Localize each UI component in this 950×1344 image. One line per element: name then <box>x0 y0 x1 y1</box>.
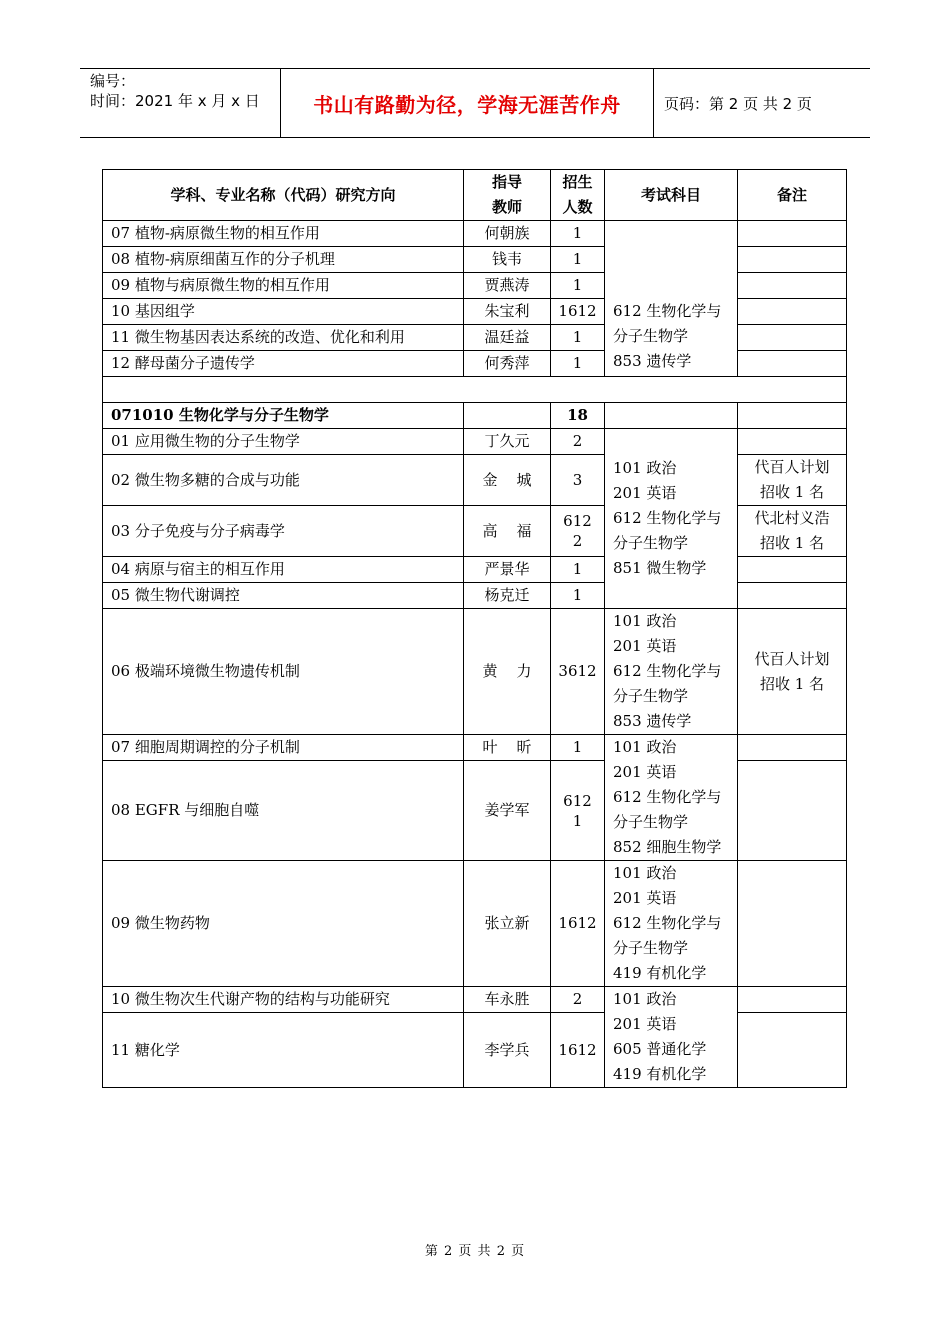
section-row <box>103 403 847 429</box>
table-row <box>103 735 847 761</box>
count-cell: 1 <box>551 247 605 273</box>
direction-cell: 10 基因组学 <box>103 299 464 325</box>
count-cell: 1612 <box>551 861 605 987</box>
count-cell: 2 <box>551 429 605 455</box>
header-meta <box>80 69 281 137</box>
exam-cell: 612 生物化学与 分子生物学 853 遗传学 <box>605 221 738 377</box>
teacher-cell: 何朝族 <box>464 221 551 247</box>
table-row <box>103 221 847 247</box>
count-cell: 1 <box>551 351 605 377</box>
count-cell: 612 2 <box>551 506 605 557</box>
header-teacher: 指导 教师 <box>464 170 551 221</box>
exam-cell: 101 政治 201 英语 605 普通化学 419 有机化学 <box>605 987 738 1088</box>
note-cell <box>738 761 847 861</box>
count-cell: 1612 <box>551 1013 605 1088</box>
direction-cell: 05 微生物代谢调控 <box>103 583 464 609</box>
count-cell: 1 <box>551 221 605 247</box>
direction-cell: 11 糖化学 <box>103 1013 464 1088</box>
note-cell <box>738 247 847 273</box>
code-label: 编号： <box>90 72 136 90</box>
teacher-cell: 叶 昕 <box>464 735 551 761</box>
teacher-cell: 朱宝利 <box>464 299 551 325</box>
table-row <box>103 987 847 1013</box>
direction-cell: 12 酵母菌分子遗传学 <box>103 351 464 377</box>
teacher-cell: 何秀萍 <box>464 351 551 377</box>
teacher-cell: 温廷益 <box>464 325 551 351</box>
note-cell: 代百人计划 招收 1 名 <box>738 455 847 506</box>
note-cell <box>738 583 847 609</box>
direction-cell: 07 细胞周期调控的分子机制 <box>103 735 464 761</box>
direction-cell: 08 植物-病原细菌互作的分子机理 <box>103 247 464 273</box>
table-row <box>103 429 847 455</box>
exam-cell: 101 政治 201 英语 612 生物化学与 分子生物学 419 有机化学 <box>605 861 738 987</box>
note-cell <box>738 325 847 351</box>
teacher-cell: 车永胜 <box>464 987 551 1013</box>
note-cell <box>738 735 847 761</box>
note-cell <box>738 429 847 455</box>
exam-cell: 101 政治 201 英语 612 生物化学与 分子生物学 853 遗传学 <box>605 609 738 735</box>
table-row <box>103 609 847 735</box>
direction-cell: 04 病原与宿主的相互作用 <box>103 557 464 583</box>
spacer-cell <box>103 377 847 403</box>
teacher-cell: 金 城 <box>464 455 551 506</box>
note-cell <box>738 861 847 987</box>
note-cell <box>738 299 847 325</box>
date-label: 时间：2021 年 x 月 x 日 <box>90 92 260 110</box>
teacher-cell: 严景华 <box>464 557 551 583</box>
header-note: 备注 <box>738 170 847 221</box>
count-cell: 1612 <box>551 299 605 325</box>
note-cell <box>738 557 847 583</box>
teacher-cell: 杨克迁 <box>464 583 551 609</box>
table-row <box>103 861 847 987</box>
document-header <box>80 68 870 138</box>
note-cell <box>738 221 847 247</box>
header-exam: 考试科目 <box>605 170 738 221</box>
note-cell <box>738 1013 847 1088</box>
teacher-cell: 高 福 <box>464 506 551 557</box>
count-cell: 612 1 <box>551 761 605 861</box>
note-cell <box>738 403 847 429</box>
teacher-cell: 张立新 <box>464 861 551 987</box>
count-cell: 1 <box>551 325 605 351</box>
section-title: 071010 生物化学与分子生物学 <box>103 403 464 429</box>
teacher-cell <box>464 403 551 429</box>
spacer-row <box>103 377 847 403</box>
page-info: 页码：第 2 页 共 2 页 <box>664 94 812 113</box>
page-footer: 第 2 页 共 2 页 <box>424 1244 526 1259</box>
count-cell: 3 <box>551 455 605 506</box>
count-cell: 2 <box>551 987 605 1013</box>
motto: 书山有路勤为径，学海无涯苦作舟 <box>281 69 654 137</box>
section-count: 18 <box>551 403 605 429</box>
direction-cell: 03 分子免疫与分子病毒学 <box>103 506 464 557</box>
exam-cell: 101 政治 201 英语 612 生物化学与 分子生物学 852 细胞生物学 <box>605 735 738 861</box>
direction-cell: 09 植物与病原微生物的相互作用 <box>103 273 464 299</box>
count-cell: 3612 <box>551 609 605 735</box>
exam-cell <box>605 403 738 429</box>
count-cell: 1 <box>551 735 605 761</box>
note-cell: 代百人计划 招收 1 名 <box>738 609 847 735</box>
count-cell: 1 <box>551 557 605 583</box>
header-count: 招生 人数 <box>551 170 605 221</box>
direction-cell: 01 应用微生物的分子生物学 <box>103 429 464 455</box>
teacher-cell: 姜学军 <box>464 761 551 861</box>
teacher-cell: 黄 力 <box>464 609 551 735</box>
teacher-cell: 贾燕涛 <box>464 273 551 299</box>
note-cell <box>738 987 847 1013</box>
direction-cell: 02 微生物多糖的合成与功能 <box>103 455 464 506</box>
direction-cell: 07 植物-病原微生物的相互作用 <box>103 221 464 247</box>
admission-table <box>102 169 847 1088</box>
direction-cell: 09 微生物药物 <box>103 861 464 987</box>
count-cell: 1 <box>551 273 605 299</box>
exam-cell: 101 政治 201 英语 612 生物化学与 分子生物学 851 微生物学 <box>605 429 738 609</box>
teacher-cell: 李学兵 <box>464 1013 551 1088</box>
note-cell <box>738 351 847 377</box>
count-cell: 1 <box>551 583 605 609</box>
direction-cell: 08 EGFR 与细胞自噬 <box>103 761 464 861</box>
note-cell <box>738 273 847 299</box>
direction-cell: 06 极端环境微生物遗传机制 <box>103 609 464 735</box>
teacher-cell: 钱韦 <box>464 247 551 273</box>
direction-cell: 10 微生物次生代谢产物的结构与功能研究 <box>103 987 464 1013</box>
teacher-cell: 丁久元 <box>464 429 551 455</box>
table-header-row <box>103 170 847 221</box>
header-direction: 学科、专业名称（代码）研究方向 <box>103 170 464 221</box>
note-cell: 代北村义浩 招收 1 名 <box>738 506 847 557</box>
direction-cell: 11 微生物基因表达系统的改造、优化和利用 <box>103 325 464 351</box>
